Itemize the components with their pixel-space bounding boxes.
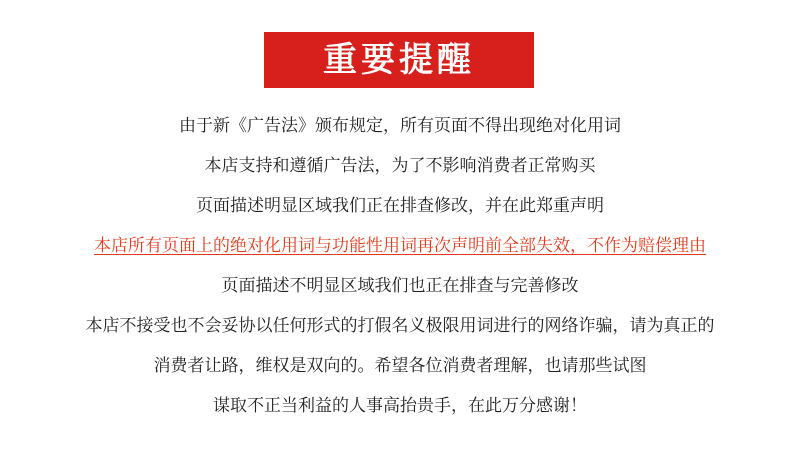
notice-line-6: 本店不接受也不会妥协以任何形式的打假名义极限用词进行的网络诈骗，请为真正的 (85, 316, 715, 336)
notice-line-8: 谋取不正当利益的人事高抬贵手，在此万分感谢！ (213, 396, 587, 416)
notice-title: 重要提醒 (323, 40, 475, 80)
notice-line-highlight: 本店所有页面上的绝对化用词与功能性用词再次声明前全部失效，不作为赔偿理由 (94, 236, 706, 256)
notice-line-7: 消费者让路，维权是双向的。希望各位消费者理解，也请那些试图 (153, 356, 647, 376)
notice-line-1: 由于新《广告法》颁布规定，所有页面不得出现绝对化用词 (179, 116, 621, 136)
notice-line-3: 页面描述明显区域我们正在排查修改，并在此郑重声明 (196, 196, 604, 216)
notice-line-2: 本店支持和遵循广告法，为了不影响消费者正常购买 (204, 156, 596, 176)
notice-line-5: 页面描述不明显区域我们也正在排查与完善修改 (221, 276, 579, 296)
notice-body (0, 106, 800, 426)
notice-title-banner (264, 32, 534, 88)
